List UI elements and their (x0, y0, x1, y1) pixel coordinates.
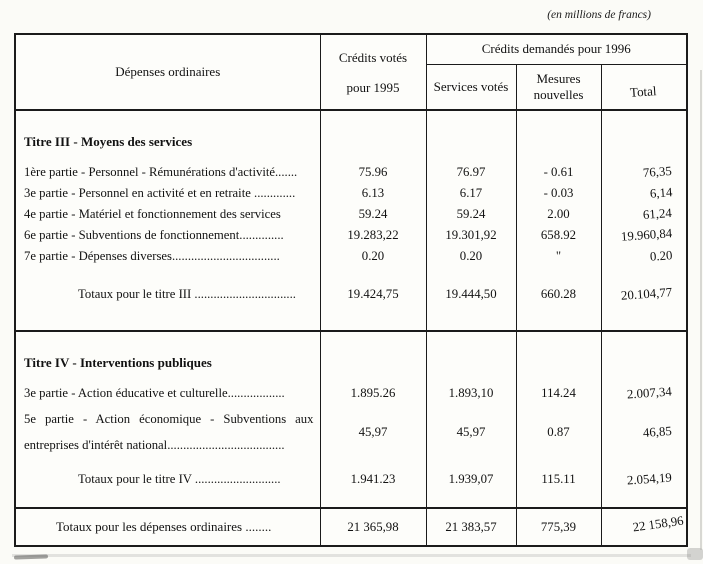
totaux-titre-3-row (15, 283, 687, 305)
spacer-row (15, 460, 687, 468)
spacer-row (15, 267, 687, 283)
services-votes-value: 1.893,10 (426, 383, 516, 404)
services-votes-value: 45,97 (426, 404, 516, 460)
total-value: 6,14 (601, 183, 687, 204)
row-label: 1ère partie - Personnel - Rémunérations d'activité....... (24, 165, 298, 179)
row-label: 3e partie - Personnel en activité et en retraite ............. (24, 186, 296, 200)
table-row (15, 383, 687, 404)
header-group-1996: Crédits demandés pour 1996 (426, 34, 687, 64)
services-votes-value: 21 383,57 (426, 508, 516, 546)
header-mesures-nouvelles: Mesures nouvelles (516, 64, 601, 110)
table-row (15, 183, 687, 204)
table-row (15, 404, 687, 460)
mesures-nouvelles-value: " (516, 246, 601, 267)
table-row (15, 162, 687, 183)
credits-1995-value: 19.283,22 (320, 225, 426, 246)
total-value: 0.20 (601, 246, 687, 267)
services-votes-value: 0.20 (426, 246, 516, 267)
table-row (15, 204, 687, 225)
mesures-nouvelles-value: 658.92 (516, 225, 601, 246)
header-credits-votes-line1: Crédits votés (338, 50, 408, 65)
section-title-row-titre-3 (15, 110, 687, 150)
mesures-nouvelles-value: 660.28 (516, 283, 601, 305)
total-value: 19.960,84 (601, 225, 687, 246)
credits-1995-value: 19.424,75 (320, 283, 426, 305)
row-label: 5e partie - Action économique - Subventions aux entreprises d'intérêt national..................................... (24, 412, 314, 452)
services-votes-value: 6.17 (426, 183, 516, 204)
header-row-1 (15, 34, 687, 64)
credits-1995-value: 6.13 (320, 183, 426, 204)
mesures-nouvelles-value: - 0.03 (516, 183, 601, 204)
spacer-row (15, 305, 687, 331)
grand-total-row (15, 508, 687, 546)
mesures-nouvelles-value: 115.11 (516, 468, 601, 490)
scan-artifact (12, 554, 691, 557)
spacer-row (15, 490, 687, 508)
totaux-titre-4-row (15, 468, 687, 490)
total-value: 61,24 (601, 204, 687, 225)
services-votes-value: 76.97 (426, 162, 516, 183)
budget-table (14, 33, 688, 547)
row-label: 7e partie - Dépenses diverses.................................. (24, 249, 280, 263)
table-row (15, 246, 687, 267)
credits-1995-value: 75.96 (320, 162, 426, 183)
mesures-nouvelles-value: 114.24 (516, 383, 601, 404)
header-total-label: Total (629, 82, 658, 100)
services-votes-value: 19.301,92 (426, 225, 516, 246)
header-credits-votes-1995 (320, 34, 426, 110)
services-votes-value: 59.24 (426, 204, 516, 225)
scan-artifact (14, 554, 48, 559)
mesures-nouvelles-value: 2.00 (516, 204, 601, 225)
section-title-row-titre-4 (15, 331, 687, 371)
total-value: 76,35 (601, 162, 687, 183)
mesures-nouvelles-value: 0.87 (516, 404, 601, 460)
credits-1995-value: 1.895.26 (320, 383, 426, 404)
credits-1995-value: 59.24 (320, 204, 426, 225)
credits-1995-value: 1.941.23 (320, 468, 426, 490)
services-votes-value: 1.939,07 (426, 468, 516, 490)
credits-1995-value: 0.20 (320, 246, 426, 267)
scan-artifact (700, 70, 702, 550)
total-value: 2.054,19 (601, 468, 687, 490)
row-label: 4e partie - Matériel et fonctionnement des services (24, 207, 281, 221)
row-label: Totaux pour le titre IV ........................... (78, 471, 281, 486)
services-votes-value: 19.444,50 (426, 283, 516, 305)
section-title-titre-3: Titre III - Moyens des services (24, 134, 193, 149)
header-services-votes: Services votés (426, 64, 516, 110)
header-depenses-ordinaires: Dépenses ordinaires (15, 34, 320, 110)
header-credits-votes-line2: pour 1995 (346, 80, 400, 95)
section-title-titre-4: Titre IV - Interventions publiques (15, 331, 320, 371)
total-value: 2.007,34 (601, 383, 687, 404)
credits-1995-value: 21 365,98 (320, 508, 426, 546)
total-value: 22 158,96 (601, 508, 687, 546)
total-value: 20.104,77 (601, 283, 687, 305)
grand-total-label: Totaux pour les dépenses ordinaires ........ (15, 508, 320, 546)
spacer-row (15, 150, 687, 162)
row-label: Totaux pour le titre III ................................ (78, 286, 296, 301)
row-label: 6e partie - Subventions de fonctionnement.............. (24, 228, 284, 242)
mesures-nouvelles-value: 775,39 (516, 508, 601, 546)
header-total (601, 64, 687, 110)
mesures-nouvelles-value: - 0.61 (516, 162, 601, 183)
table-row (15, 225, 687, 246)
spacer-row (15, 371, 687, 383)
unit-note: (en millions de francs) (547, 9, 651, 21)
total-value: 46,85 (601, 404, 687, 460)
credits-1995-value: 45,97 (320, 404, 426, 460)
row-label: 3e partie - Action éducative et culturelle.................. (24, 386, 285, 400)
